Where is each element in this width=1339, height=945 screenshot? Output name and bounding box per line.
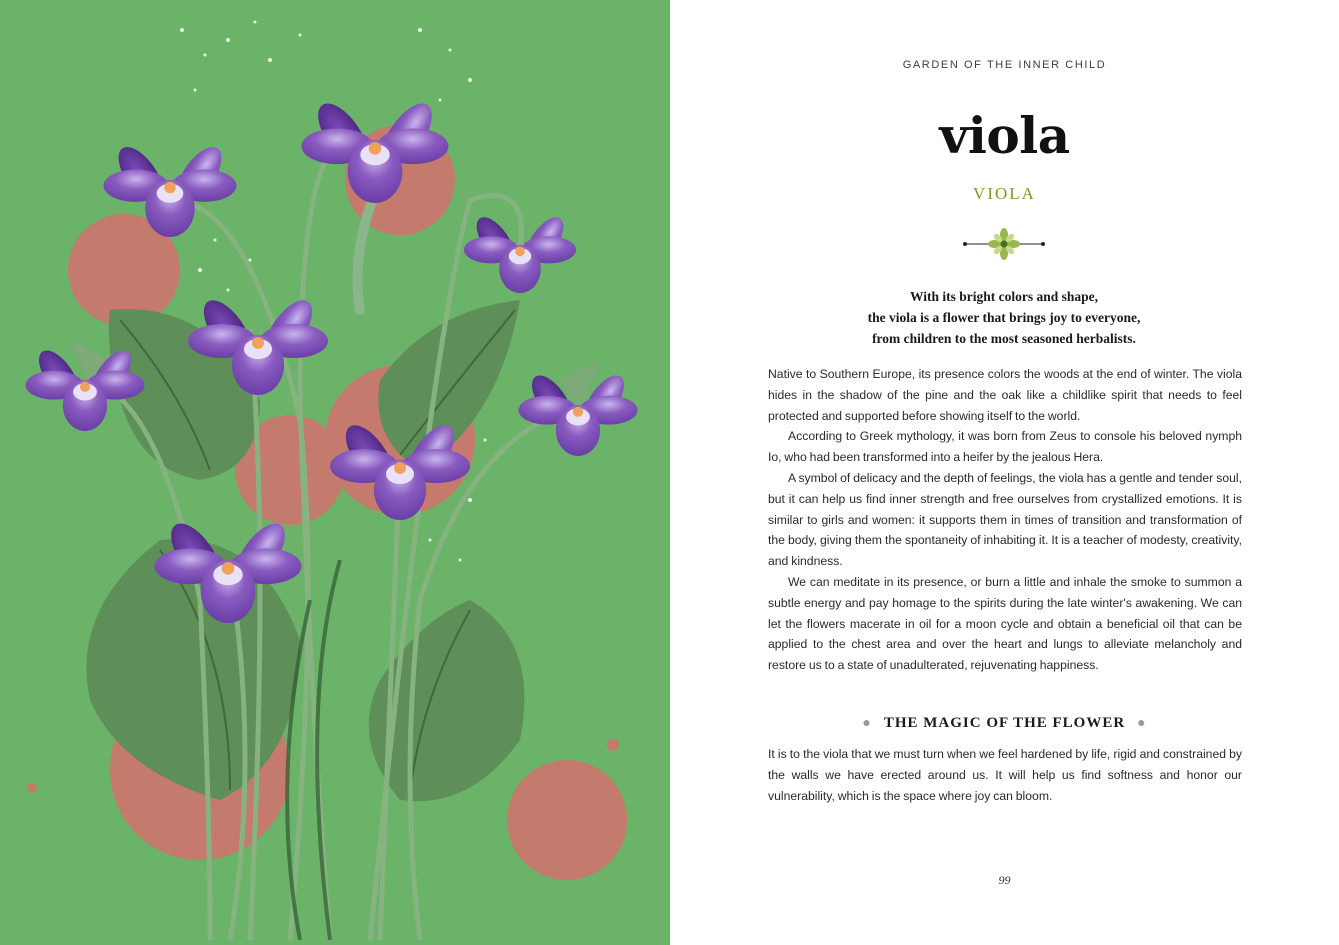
intro-line: With its bright colors and shape, — [909, 289, 1099, 304]
page-title: viola — [939, 106, 1070, 165]
paragraph: According to Greek mythology, it was born from Zeus to console his beloved nymph Io, who had been transformed into a heifer by the jealous Hera. — [768, 429, 1242, 465]
paragraph: A symbol of delicacy and the depth of feelings, the viola has a gentle and tender soul, but it can help us find inner strength and free ourselves from crystallized emotions. It is similar to girls and women: it supports them in times of transition and transformation of the body, giving them the spontaneity of inhabiting it. It is a teacher of modesty, creativity, and kindness. — [768, 470, 1242, 569]
violet-flowers — [25, 95, 637, 623]
section-heading — [670, 715, 1339, 732]
dot-icon: ● — [862, 716, 872, 731]
section-heading-text: THE MAGIC OF THE FLOWER — [883, 715, 1126, 731]
floral-divider-icon — [962, 228, 1046, 260]
running-head: GARDEN OF THE INNER CHILD — [902, 59, 1107, 71]
body-text — [768, 364, 1242, 676]
dot-icon: ● — [1137, 716, 1147, 731]
paragraph: It is to the viola that we must turn when we feel hardened by life, rigid and constrained by the walls we have erected around us. It will help us find softness and honor our vulnerability, which is the space where joy can bloom. — [768, 747, 1242, 803]
magic-text — [768, 744, 1242, 806]
page-subtitle: VIOLA — [973, 184, 1036, 203]
intro-quote — [768, 286, 1240, 349]
page-number: 99 — [998, 873, 1011, 887]
intro-line: from children to the most seasoned herbalists. — [872, 331, 1136, 346]
text-page — [670, 0, 1339, 945]
paragraph: We can meditate in its presence, or burn a little and inhale the smoke to summon a subtle energy and pay homage to the spirits during the late winter's awakening. We can let the flowers macerate in oil for a moon cycle and obtain a beneficial oil that can be applied to the chest area and over the heart and lungs to alleviate melancholy and restore us to a state of unadulterated, rejuvenating happiness. — [768, 574, 1242, 673]
intro-line: the viola is a flower that brings joy to everyone, — [867, 310, 1141, 325]
paragraph: Native to Southern Europe, its presence colors the woods at the end of winter. The viola hides in the shadow of the pine and the oak like a childlike spirit that needs to feel protected and supported before showing itself to the world. — [768, 367, 1242, 423]
